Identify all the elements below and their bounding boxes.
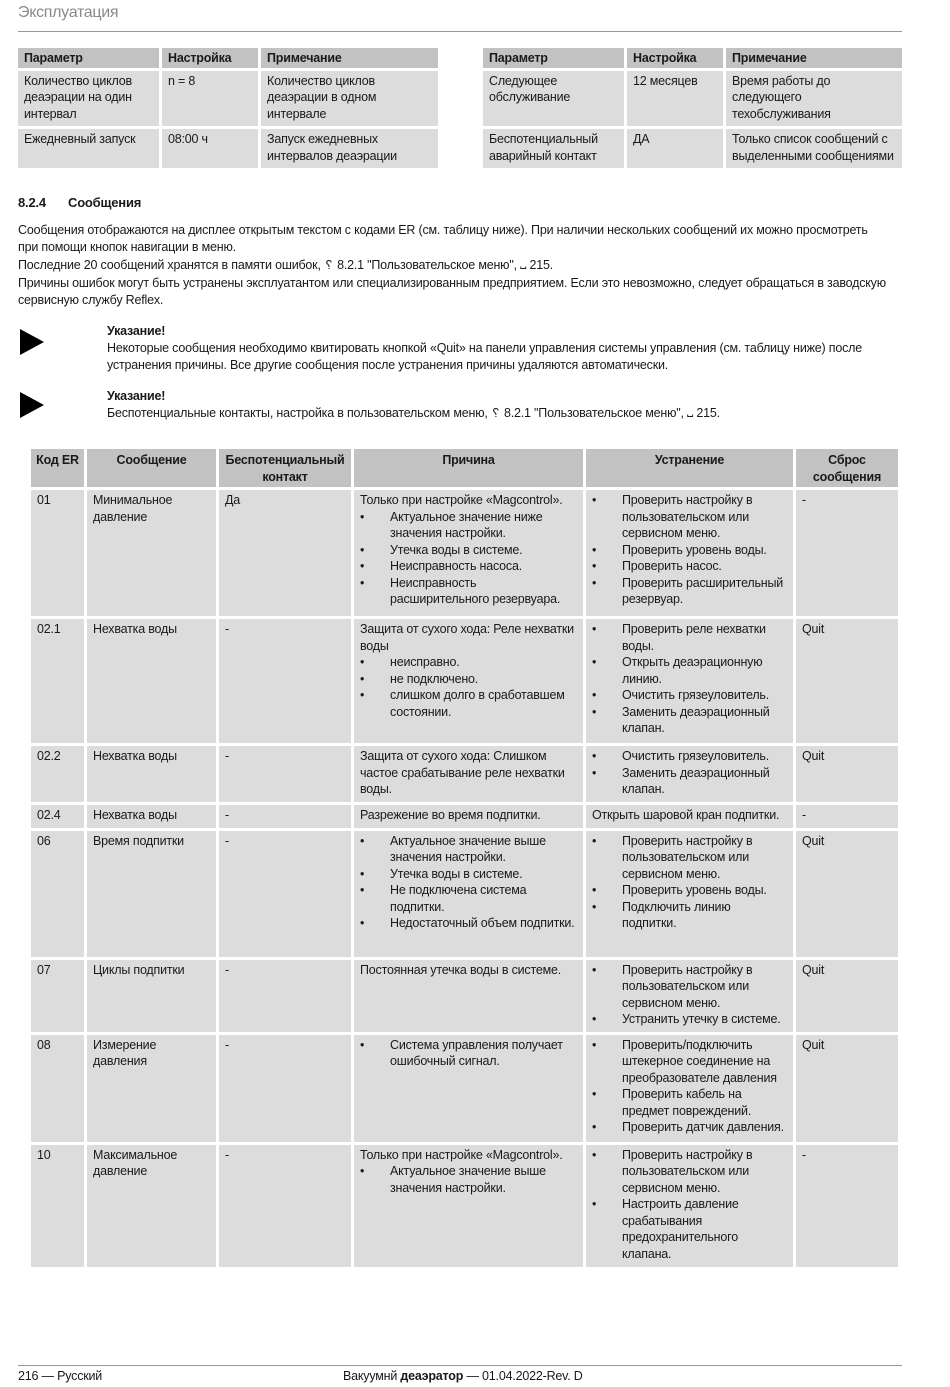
bullet-list [592,492,787,608]
cause-cell [354,1035,583,1142]
table-header-row [483,48,902,68]
table-cell: Только список сообщений с выделенными сообщениями [726,129,902,168]
table-cell: Запуск ежедневных интервалов деаэрации [261,129,438,168]
cause-cell [354,831,583,957]
cell-text: Защита от сухого хода: Реле нехватки воды [360,622,574,653]
error-code-cell: 02.4 [31,805,84,828]
table-row [31,1035,898,1142]
bullet-item: • Актуальное значение выше значения настройки. [360,833,577,866]
table-row [31,831,898,957]
bullet-list [360,1037,577,1070]
bullet-item: • Подключить линию подпитки. [592,899,787,932]
footer-page-language: 216 — Русский [18,1369,103,1383]
reset-cell: Quit [796,746,898,802]
running-header: Эксплуатация [18,4,119,21]
reset-cell: - [796,1145,898,1267]
table-row [31,746,898,802]
contact-cell: - [219,619,351,743]
cause-cell [354,490,583,616]
note-title: Указание! [107,324,166,338]
column-header: Параметр [18,48,159,68]
column-header: Причина [354,449,583,487]
table-cell: n = 8 [162,71,258,127]
bullet-item: • Заменить деаэрационный клапан. [592,765,787,798]
table-row [31,490,898,616]
note [107,388,867,422]
bullet-item: • Проверить расширительный резервуар. [592,575,787,608]
message-cell: Измерение давления [87,1035,216,1142]
table-cell: Беспотенциальный аварийный контакт [483,129,624,168]
table-cell: 08:00 ч [162,129,258,168]
footer-doc-prefix: Вакуумнй [343,1369,398,1383]
bullet-item: • Проверить датчик давления. [592,1119,787,1136]
section-heading [18,195,141,210]
fix-cell [586,746,793,802]
bullet-list [360,509,577,608]
error-code-cell: 06 [31,831,84,957]
cell-text: Открыть шаровой кран подпитки. [592,808,780,822]
note [107,323,867,374]
bullet-item: • Утечка воды в системе. [360,866,577,883]
column-header: Беспотенциальный контакт [219,449,351,487]
bullet-item: • Утечка воды в системе. [360,542,577,559]
message-cell: Нехватка воды [87,805,216,828]
bullet-list [592,621,787,737]
bullet-item: • Не подключена система подпитки. [360,882,577,915]
message-cell: Нехватка воды [87,746,216,802]
cause-cell [354,1145,583,1267]
bullet-item: • слишком долго в сработавшем состоянии. [360,687,577,720]
message-cell: Нехватка воды [87,619,216,743]
parameter-table-left [15,45,441,171]
table-cell: Количество циклов деаэрации в одном интервале [261,71,438,127]
message-cell: Время подпитки [87,831,216,957]
bullet-item: • не подключено. [360,671,577,688]
bullet-list [592,1147,787,1263]
column-header: Сброс сообщения [796,449,898,487]
bullet-item: • Открыть деаэрационную линию. [592,654,787,687]
bullet-item: • Актуальное значение выше значения настройки. [360,1163,577,1196]
bullet-item: • Система управления получает ошибочный сигнал. [360,1037,577,1070]
table-header-row [31,449,898,487]
bullet-item: • Проверить настройку в пользовательском или сервисном меню. [592,833,787,883]
parameter-table-right [480,45,905,171]
paragraph: Причины ошибок могут быть устранены эксплуатантом или специализированным предприятием. Если это невозможно, следует обращаться в заводскую сервисную службу Reflex. [18,276,886,307]
bullet-item: • Проверить уровень воды. [592,542,787,559]
bullet-item: • Очистить грязеуловитель. [592,748,787,765]
cell-text: Разрежение во время подпитки. [360,808,541,822]
fix-cell [586,619,793,743]
table-cell: Время работы до следующего техобслуживания [726,71,902,127]
cell-text: Защита от сухого хода: Слишком частое срабатывание реле нехватки воды. [360,749,565,796]
bullet-item: • Проверить уровень воды. [592,882,787,899]
table-cell: Ежедневный запуск [18,129,159,168]
contact-cell: - [219,831,351,957]
column-header: Код ER [31,449,84,487]
messages-table [28,446,901,1270]
reset-cell: Quit [796,831,898,957]
contact-cell: - [219,746,351,802]
message-cell: Циклы подпитки [87,960,216,1032]
table-cell: 12 месяцев [627,71,723,127]
reset-cell: Quit [796,1035,898,1142]
table-cell: ДА [627,129,723,168]
error-code-cell: 10 [31,1145,84,1267]
reset-cell: - [796,805,898,828]
reset-cell: Quit [796,619,898,743]
bullet-item: • Проверить/подключить штекерное соединение на преобразователе давления [592,1037,787,1087]
bullet-item: • Заменить деаэрационный клапан. [592,704,787,737]
table-row [18,71,438,127]
error-code-cell: 02.2 [31,746,84,802]
error-code-cell: 01 [31,490,84,616]
cause-cell [354,805,583,828]
paragraph: Сообщения отображаются на дисплее открытым текстом с кодами ER (см. таблицу ниже). При наличии нескольких сообщений их можно просмотреть при помощи кнопок навигации в меню. [18,223,868,254]
error-code-cell: 02.1 [31,619,84,743]
note-title: Указание! [107,389,166,403]
fix-cell [586,805,793,828]
message-cell: Максимальное давление [87,1145,216,1267]
cause-cell [354,619,583,743]
bullet-list [592,748,787,798]
reset-cell: - [796,490,898,616]
paragraph: Последние 20 сообщений хранятся в памяти ошибок, ␦ 8.2.1 "Пользовательское меню", ␣ 215. [18,258,553,272]
messages-table-body [31,490,898,1267]
column-header: Примечание [261,48,438,68]
reset-cell: Quit [796,960,898,1032]
fix-cell [586,1145,793,1267]
cell-text: Только при настройке «Magcontrol». [360,493,563,507]
table-row [483,71,902,127]
bullet-item: • Актуальное значение ниже значения настройки. [360,509,577,542]
column-header: Параметр [483,48,624,68]
cell-text: Только при настройке «Magcontrol». [360,1147,563,1162]
table-row [18,129,438,168]
section-title: Сообщения [68,195,142,210]
table-row [31,1145,898,1267]
bullet-item: • Проверить настройку в пользовательском или сервисном меню. [592,1147,787,1197]
fix-cell [586,1035,793,1142]
table-cell: Следующее обслуживание [483,71,624,127]
table-cell: Количество циклов деаэрации на один интервал [18,71,159,127]
cause-cell [354,746,583,802]
column-header: Сообщение [87,449,216,487]
contact-cell: Да [219,490,351,616]
column-header: Устранение [586,449,793,487]
section-number: 8.2.4 [18,195,46,210]
contact-cell: - [219,1035,351,1142]
cause-cell [354,960,583,1032]
table-row [483,129,902,168]
bullet-list [360,833,577,932]
fix-cell [586,960,793,1032]
bullet-item: • Проверить реле нехватки воды. [592,621,787,654]
fix-cell [586,831,793,957]
footer-doc-bold: деаэратор [400,1369,464,1383]
bullet-item: • Недостаточный объем подпитки. [360,915,577,932]
bullet-item: • Проверить кабель на предмет повреждений. [592,1086,787,1119]
footer-document-title [343,1369,583,1383]
fix-cell [586,490,793,616]
bullet-item: • Проверить настройку в пользовательском или сервисном меню. [592,962,787,1012]
table-row [31,805,898,828]
bullet-item: • Проверить настройку в пользовательском или сервисном меню. [592,492,787,542]
note-arrow-icon [20,392,44,418]
bullet-item: • Устранить утечку в системе. [592,1011,787,1028]
error-code-cell: 07 [31,960,84,1032]
header-divider [18,31,902,32]
bullet-item: • Настроить давление срабатывания предохранительного клапана. [592,1196,787,1262]
note-text: Некоторые сообщения необходимо квитировать кнопкой «Quit» на панели управления системы управления (см. таблицу ниже) после устранения причины. Все другие сообщения после устранения причины удаляются автоматически. [107,341,862,372]
note-arrow-icon [20,329,44,355]
bullet-item: • Проверить насос. [592,558,787,575]
bullet-list [592,962,787,1028]
error-code-cell: 08 [31,1035,84,1142]
bullet-list [592,833,787,932]
contact-cell: - [219,960,351,1032]
message-cell: Минимальное давление [87,490,216,616]
bullet-list [592,1037,787,1136]
bullet-item: • Неисправность насоса. [360,558,577,575]
bullet-item: • Очистить грязеуловитель. [592,687,787,704]
column-header: Настройка [162,48,258,68]
column-header: Примечание [726,48,902,68]
table-row [31,619,898,743]
contact-cell: - [219,805,351,828]
table-header-row [18,48,438,68]
bullet-list [360,654,577,720]
bullet-item: • Неисправность расширительного резервуара. [360,575,577,608]
bullet-list [360,1163,577,1196]
contact-cell: - [219,1145,351,1267]
footer-divider [18,1365,902,1366]
footer-doc-suffix: — 01.04.2022-Rev. D [466,1369,583,1383]
bullet-item: • неисправно. [360,654,577,671]
column-header: Настройка [627,48,723,68]
table-row [31,960,898,1032]
note-text: Беспотенциальные контакты, настройка в пользовательском меню, ␦ 8.2.1 "Пользовательское меню", ␣ 215. [107,406,720,420]
cell-text: Постоянная утечка воды в системе. [360,962,562,977]
